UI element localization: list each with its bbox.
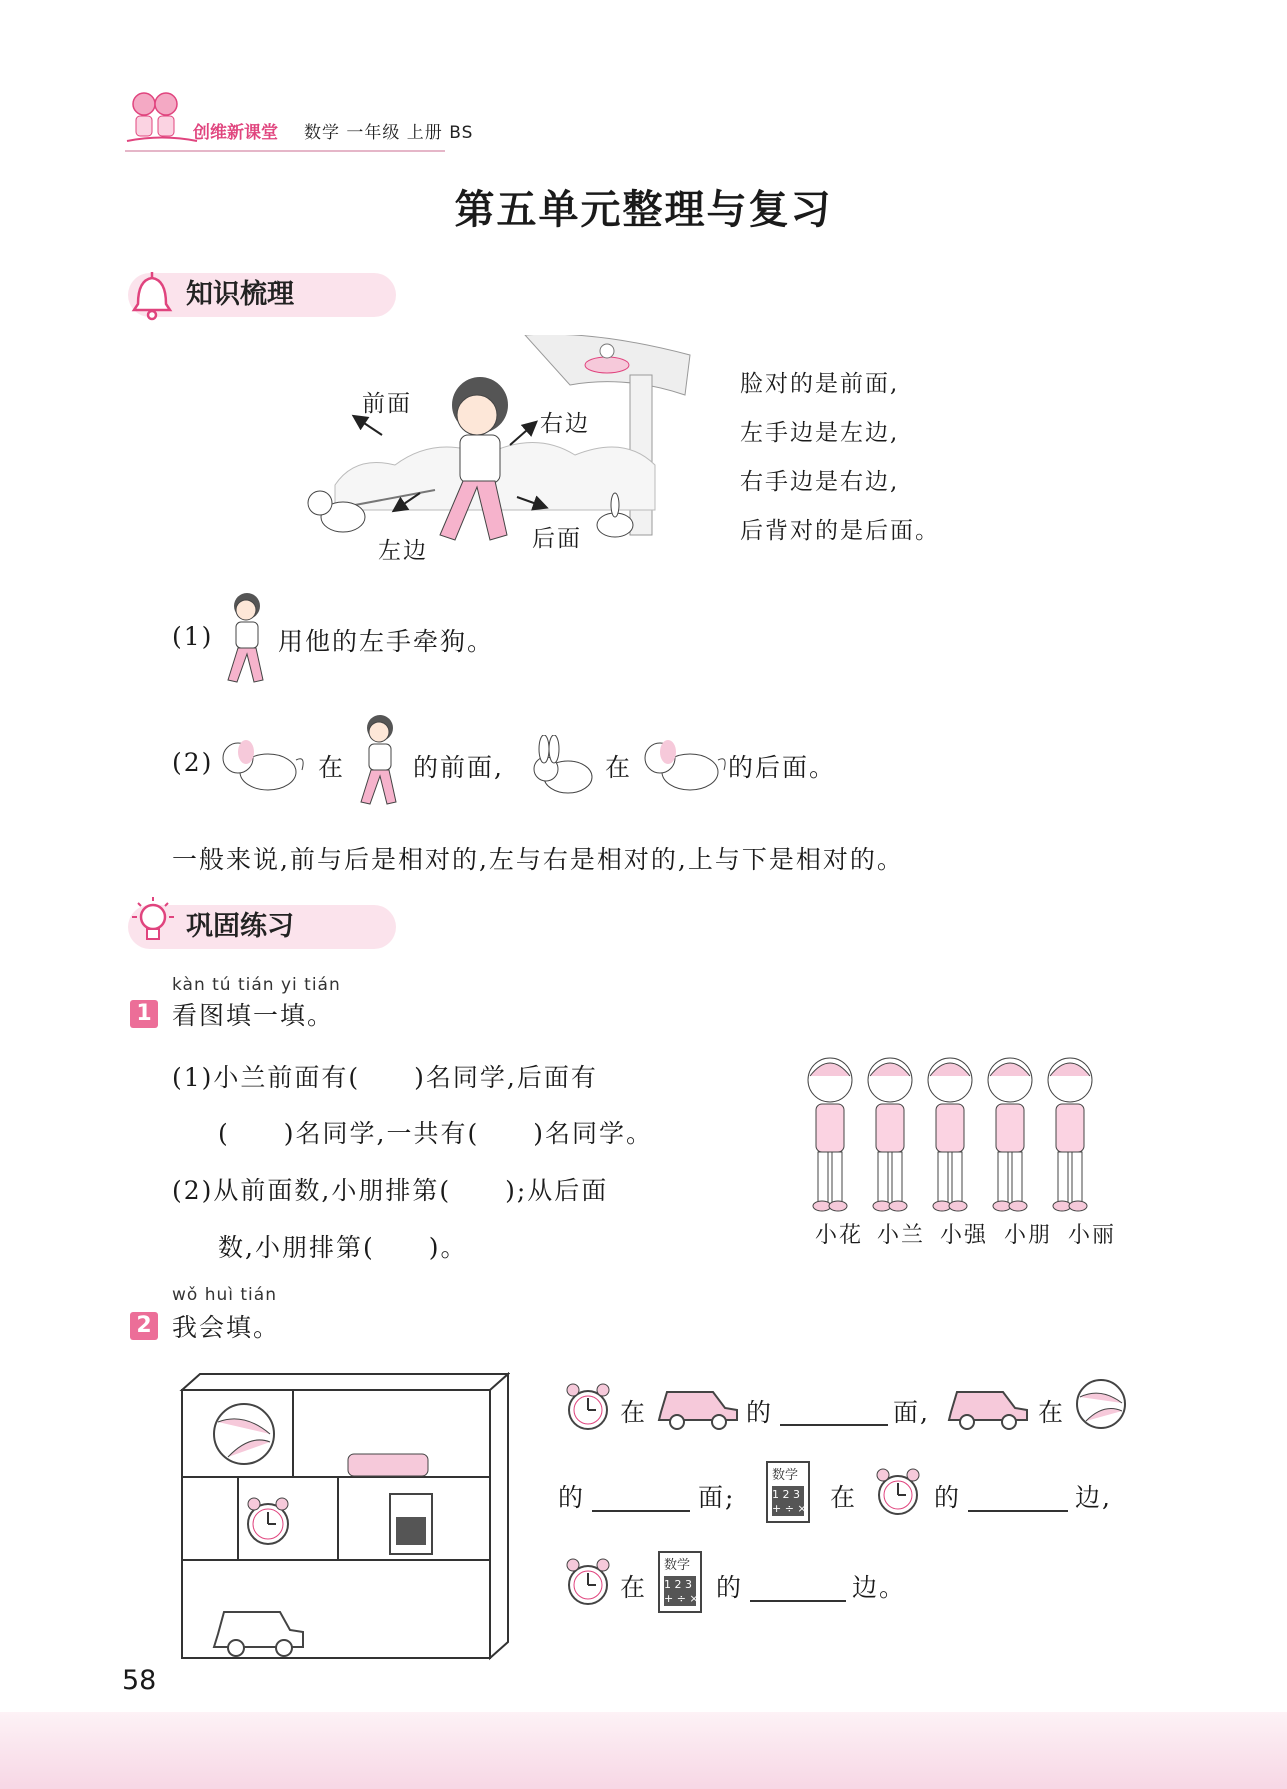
q2-row1-word-1: 在 <box>620 1398 648 1427</box>
label-right: 右边 <box>540 411 590 437</box>
rhyme-line-1: 脸对的是前面, <box>740 371 900 397</box>
q2-row3-word-2: 的 <box>716 1573 744 1602</box>
item1-text: 用他的左手牵狗。 <box>278 627 495 656</box>
q2-pinyin: wǒ huì tián <box>172 1285 277 1305</box>
label-left: 左边 <box>378 538 428 564</box>
dog-icon <box>218 730 308 800</box>
rhyme-line-2: 左手边是左边, <box>740 420 900 446</box>
label-back: 后面 <box>532 526 582 552</box>
bell-icon <box>128 266 176 322</box>
q1-number-badge: 1 <box>130 1000 158 1028</box>
book-label: 数学 <box>772 1468 799 1483</box>
item1-prefix: (1) <box>172 622 214 651</box>
children-line-illustration <box>800 1050 1130 1220</box>
book-label: 数学 <box>664 1558 691 1573</box>
book-operators: + ÷ × <box>664 1592 699 1605</box>
q2-row2-word-1: 的 <box>558 1483 586 1512</box>
q2-row2-word-5: 边, <box>1075 1483 1112 1512</box>
alarm-clock-icon <box>563 1380 613 1436</box>
q2-blank-2[interactable] <box>592 1488 690 1512</box>
brand-name: 创维新课堂 <box>193 123 278 143</box>
boy-icon <box>355 712 405 808</box>
q2-blank-1[interactable] <box>780 1402 888 1426</box>
q2-row2-word-2: 面; <box>698 1483 736 1512</box>
footer-band <box>0 1712 1287 1789</box>
q2-title: 我会填。 <box>172 1313 281 1342</box>
q2-blank-3[interactable] <box>968 1488 1068 1512</box>
q2-row3-word-3: 边。 <box>852 1573 907 1602</box>
child-name-3: 小强 <box>940 1223 989 1248</box>
child-name-2: 小兰 <box>877 1223 926 1248</box>
q2-number-badge: 2 <box>130 1312 158 1340</box>
book-operators: + ÷ × <box>772 1502 807 1515</box>
q1-line-2: ( )名同学,一共有( )名同学。 <box>218 1119 653 1148</box>
item2-part-4: 的后面。 <box>728 753 837 782</box>
mascot-logo <box>122 86 202 152</box>
q1-title: 看图填一填。 <box>172 1001 335 1030</box>
alarm-clock-icon <box>563 1555 613 1611</box>
q1-pinyin: kàn tú tián yi tián <box>172 975 341 995</box>
direction-illustration <box>295 335 695 560</box>
book-numbers: 1 2 3 <box>664 1578 692 1591</box>
q1-line-3: (2)从前面数,小朋排第( );从后面 <box>172 1176 609 1205</box>
rhyme-line-4: 后背对的是后面。 <box>740 518 940 544</box>
item2-part-1: 在 <box>318 753 346 782</box>
q2-row3-word-1: 在 <box>620 1573 648 1602</box>
child-name-4: 小朋 <box>1004 1223 1053 1248</box>
ball-icon <box>1074 1377 1128 1431</box>
q2-blank-4[interactable] <box>750 1578 846 1602</box>
item2-prefix: (2) <box>172 748 214 777</box>
rhyme-line-3: 右手边是右边, <box>740 469 900 495</box>
dog-icon <box>640 730 730 800</box>
q2-row1-word-4: 在 <box>1038 1398 1066 1427</box>
q2-row1-word-3: 面, <box>893 1398 930 1427</box>
alarm-clock-icon <box>873 1465 923 1521</box>
rabbit-icon <box>528 735 598 797</box>
q1-line-1: (1)小兰前面有( )名同学,后面有 <box>172 1063 598 1092</box>
q2-row2-word-4: 的 <box>934 1483 962 1512</box>
item2-part-2: 的前面, <box>413 753 504 782</box>
item2-part-3: 在 <box>605 753 633 782</box>
summary-text: 一般来说,前与后是相对的,左与右是相对的,上与下是相对的。 <box>172 845 904 874</box>
car-icon <box>945 1380 1030 1430</box>
lightbulb-icon <box>128 895 178 953</box>
boy-icon <box>222 590 272 686</box>
q2-row2-word-3: 在 <box>830 1483 858 1512</box>
q1-line-4: 数,小朋排第( )。 <box>218 1233 468 1262</box>
child-name-1: 小花 <box>815 1223 864 1248</box>
subject-label: 数学 一年级 上册 BS <box>304 123 474 143</box>
page-title: 第五单元整理与复习 <box>454 187 833 233</box>
label-front: 前面 <box>362 391 412 417</box>
page-number: 58 <box>122 1665 157 1696</box>
child-name-5: 小丽 <box>1068 1223 1117 1248</box>
book-numbers: 1 2 3 <box>772 1488 800 1501</box>
q2-row1-word-2: 的 <box>746 1398 774 1427</box>
section-practice-title: 巩固练习 <box>186 911 294 942</box>
shelf-illustration <box>178 1372 510 1662</box>
section-knowledge-title: 知识梳理 <box>186 279 294 310</box>
car-icon <box>655 1380 740 1430</box>
header-divider <box>125 150 445 152</box>
